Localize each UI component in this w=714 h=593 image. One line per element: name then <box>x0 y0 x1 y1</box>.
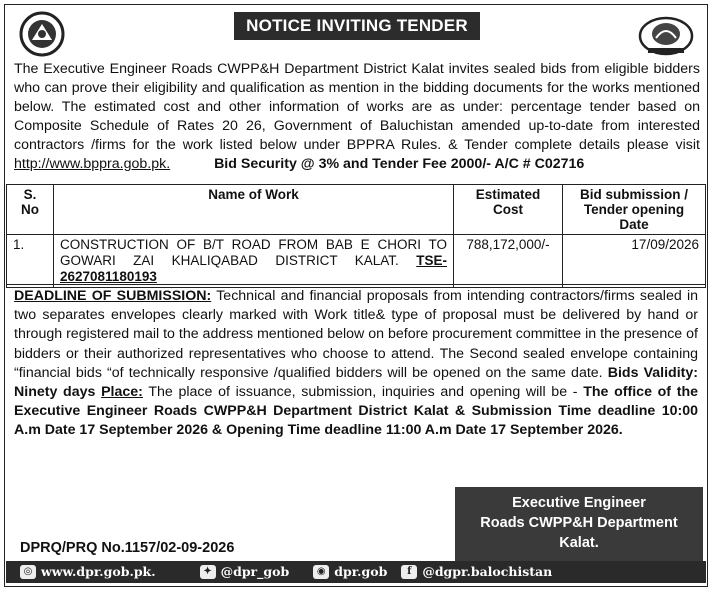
reference-number: DPRQ/PRQ No.1157/02-09-2026 <box>20 540 235 556</box>
footer-twitter[interactable] <box>200 561 290 583</box>
works-table <box>6 184 706 288</box>
deadline-label: DEADLINE OF SUBMISSION: <box>14 288 212 304</box>
signature-line-2: Roads CWPP&H Department <box>480 515 678 531</box>
website-text: www.dpr.gob.pk. <box>41 564 156 579</box>
office-and-times: The office of the Executive Engineer Roads CWPP&H Department District Kalat & Submission Time deadline 10:00 A.m Date 17 September 2026 & Opening Time deadline 11:00 A.m Date 17 September 2026. <box>14 384 699 439</box>
footer-bar <box>6 561 706 583</box>
facebook-text: @dgpr.balochistan <box>422 564 553 579</box>
signature-line-3: Kalat. <box>559 535 599 551</box>
instagram-icon: ◉ <box>313 565 329 579</box>
place-label: Place: <box>101 384 143 401</box>
place-text: The place of issuance, submission, inquiries and opening will be - <box>142 384 584 401</box>
twitter-text: @dpr_gob <box>220 564 290 579</box>
signature-line-1: Executive Engineer <box>512 495 646 511</box>
col-bid-date: Bid submission / Tender opening Date <box>563 185 706 235</box>
globe-icon: ◎ <box>20 565 36 579</box>
deadline-text: Technical and financial proposals from intending contractors/firms sealed in two separates envelopes clearly marked with Work title& type of proposal must be delivered by hand or through registered mail to the address mentioned below on before procurement committee in the presence of bidders or their authorized representatives who choose to attend. The Second sealed envelope containing “financial bids “of technically responsive /qualified bidders will be opened on the same date. <box>14 288 698 381</box>
signature-block <box>455 487 703 563</box>
intro-paragraph <box>14 60 700 174</box>
footer-instagram[interactable] <box>313 561 387 583</box>
row-date: 17/09/2026 <box>563 235 706 288</box>
emblem-right-icon <box>636 14 696 56</box>
col-estimated-cost: Estimated Cost <box>454 185 563 235</box>
row-sno: 1. <box>7 235 54 288</box>
footer-facebook[interactable] <box>401 561 552 583</box>
facebook-icon: f <box>401 565 417 579</box>
bids-validity: Bids Validity: Ninety days <box>14 364 698 401</box>
page-title: NOTICE INVITING TENDER <box>234 12 480 40</box>
emblem-left-icon <box>14 10 70 58</box>
intro-text: The Executive Engineer Roads CWPP&H Department District Kalat invites sealed bids from eligible bidders who can prove their eligibility and qualification as mention in the bidding documents for the works mentioned below. The estimated cost and other information of works are as under: percentage tender based on Composite Schedule of Rates 20 26, Government of Baluchistan amended up-to-date from interested contractors /firms for the work listed below under BPPRA Rules. & Tender complete details please visit <box>14 61 700 153</box>
col-name-of-work: Name of Work <box>54 185 454 235</box>
tse-number: TSE-2627081180193 <box>60 253 447 284</box>
work-description: CONSTRUCTION OF B/T ROAD FROM BAB E CHORI TO GOWARI ZAI KHALIQABAD DISTRICT KALAT. <box>60 237 447 268</box>
row-cost: 788,172,000/- <box>454 235 563 288</box>
row-work <box>54 235 454 288</box>
table-row <box>7 235 706 288</box>
twitter-icon: ✦ <box>200 565 216 579</box>
footer-website[interactable] <box>20 561 156 583</box>
deadline-paragraph <box>6 284 706 441</box>
bppra-link[interactable]: http://www.bppra.gob.pk. <box>14 156 171 172</box>
bid-security: Bid Security @ 3% and Tender Fee 2000/- A/C # C02716 <box>214 156 585 172</box>
table-header-row <box>7 185 706 235</box>
col-sno: S. No <box>7 185 54 235</box>
instagram-text: dpr.gob <box>334 564 388 579</box>
